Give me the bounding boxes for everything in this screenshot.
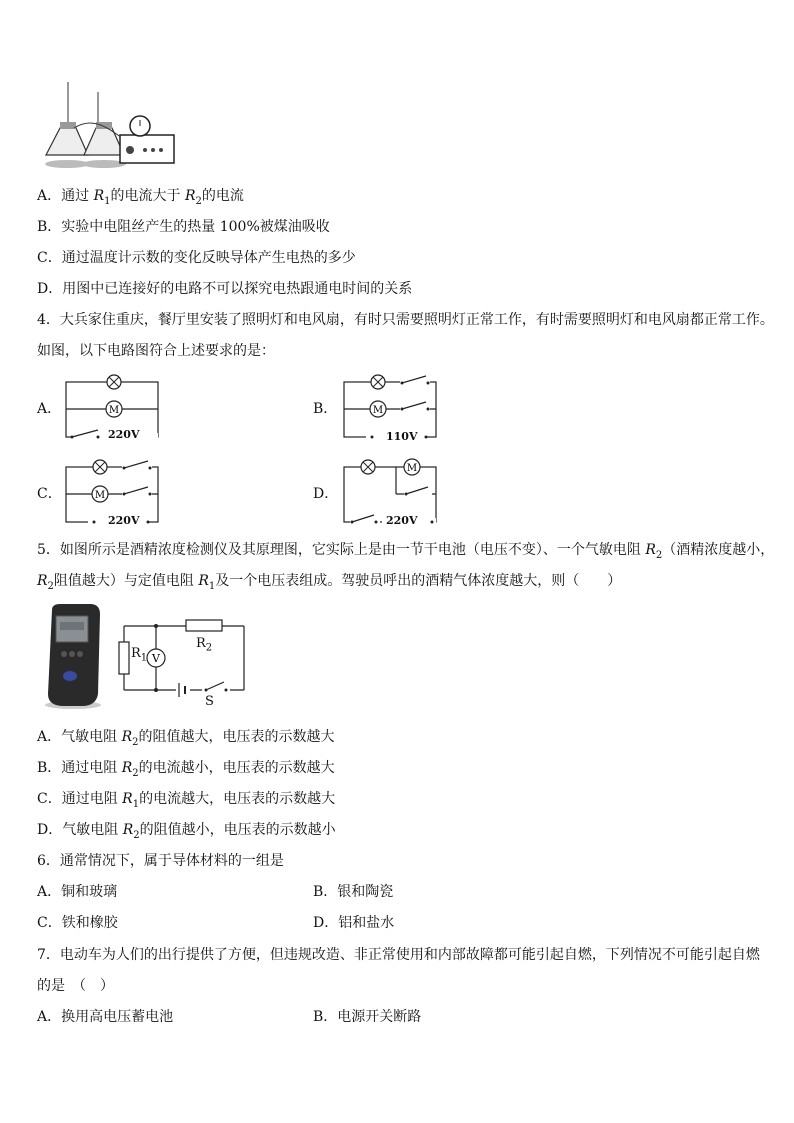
voltmeter-symbol: V <box>152 652 160 665</box>
breathalyzer-device-image <box>42 602 104 710</box>
q7-stem-line2: 的是 （ ） <box>37 978 114 994</box>
q5-option-b: B．通过电阻 $R_2$的电流越小，电压表的示数越大 <box>37 760 335 779</box>
q4-a-voltage: 220V <box>108 428 140 441</box>
q4-option-a-label: A． <box>37 401 62 417</box>
motor-symbol: M <box>108 405 120 416</box>
q6-option-d: D．铝和盐水 <box>313 915 395 931</box>
q5-stem-line2: $R_2$阻值越大）与定值电阻 $R_1$及一个电压表组成。驾驶员呼出的酒精气体浓度越大，则（ ） <box>37 573 622 592</box>
q5-r2-label: $R_2$ <box>196 636 213 654</box>
q4-stem-line2: 如图，以下电路图符合上述要求的是： <box>37 343 275 359</box>
q7-option-b: B．电源开关断路 <box>313 1009 422 1025</box>
q7-option-a: A．换用高电压蓄电池 <box>37 1009 174 1025</box>
q3-option-a: A．通过 $R_1$的电流大于 $R_2$的电流 <box>37 188 244 207</box>
q6-option-a: A．铜和玻璃 <box>37 884 118 900</box>
q5-switch-label: S <box>205 694 214 709</box>
q6-option-c: C．铁和橡胶 <box>37 915 118 931</box>
motor-symbol: M <box>406 463 418 474</box>
q3-option-b: B．实验中电阻丝产生的热量 100%被煤油吸收 <box>37 219 330 235</box>
q6-stem: 6．通常情况下，属于导体材料的一组是 <box>37 853 284 869</box>
q3-option-c: C．通过温度计示数的变化反映导体产生电热的多少 <box>37 250 356 266</box>
joule-heating-apparatus-image <box>40 80 180 172</box>
q5-option-a: A．气敏电阻 $R_2$的阻值越大，电压表的示数越大 <box>37 729 335 748</box>
q5-r1-label: $R_1$ <box>131 646 148 664</box>
q6-option-b: B．银和陶瓷 <box>313 884 394 900</box>
q4-d-voltage: 220V <box>386 514 418 527</box>
q4-option-c-label: C． <box>37 486 62 502</box>
q4-b-voltage: 110V <box>386 430 418 443</box>
q7-stem-line1: 7．电动车为人们的出行提供了方便，但违规改造、非正常使用和内部故障都可能引起自燃，下列情况不可能引起自燃 <box>37 947 760 963</box>
q5-stem-line1: 5．如图所示是酒精浓度检测仪及其原理图，它实际上是由一节干电池（电压不变）、一个气敏电阻 $R_2$（酒精浓度越小， <box>37 542 775 561</box>
q4-option-b-label: B． <box>313 401 338 417</box>
motor-symbol: M <box>94 490 106 501</box>
q3-option-d: D．用图中已连接好的电路不可以探究电热跟通电时间的关系 <box>37 281 413 297</box>
motor-symbol: M <box>372 405 384 416</box>
q4-option-d-label: D． <box>313 486 339 502</box>
q4-c-voltage: 220V <box>108 514 140 527</box>
q5-option-d: D．气敏电阻 $R_2$的阻值越小，电压表的示数越小 <box>37 822 336 841</box>
q5-option-c: C．通过电阻 $R_1$的电流越大，电压表的示数越大 <box>37 791 336 810</box>
q4-stem-line1: 4．大兵家住重庆，餐厅里安装了照明灯和电风扇，有时只需要照明灯正常工作，有时需要照明灯和电风扇都正常工作。 <box>37 312 774 328</box>
